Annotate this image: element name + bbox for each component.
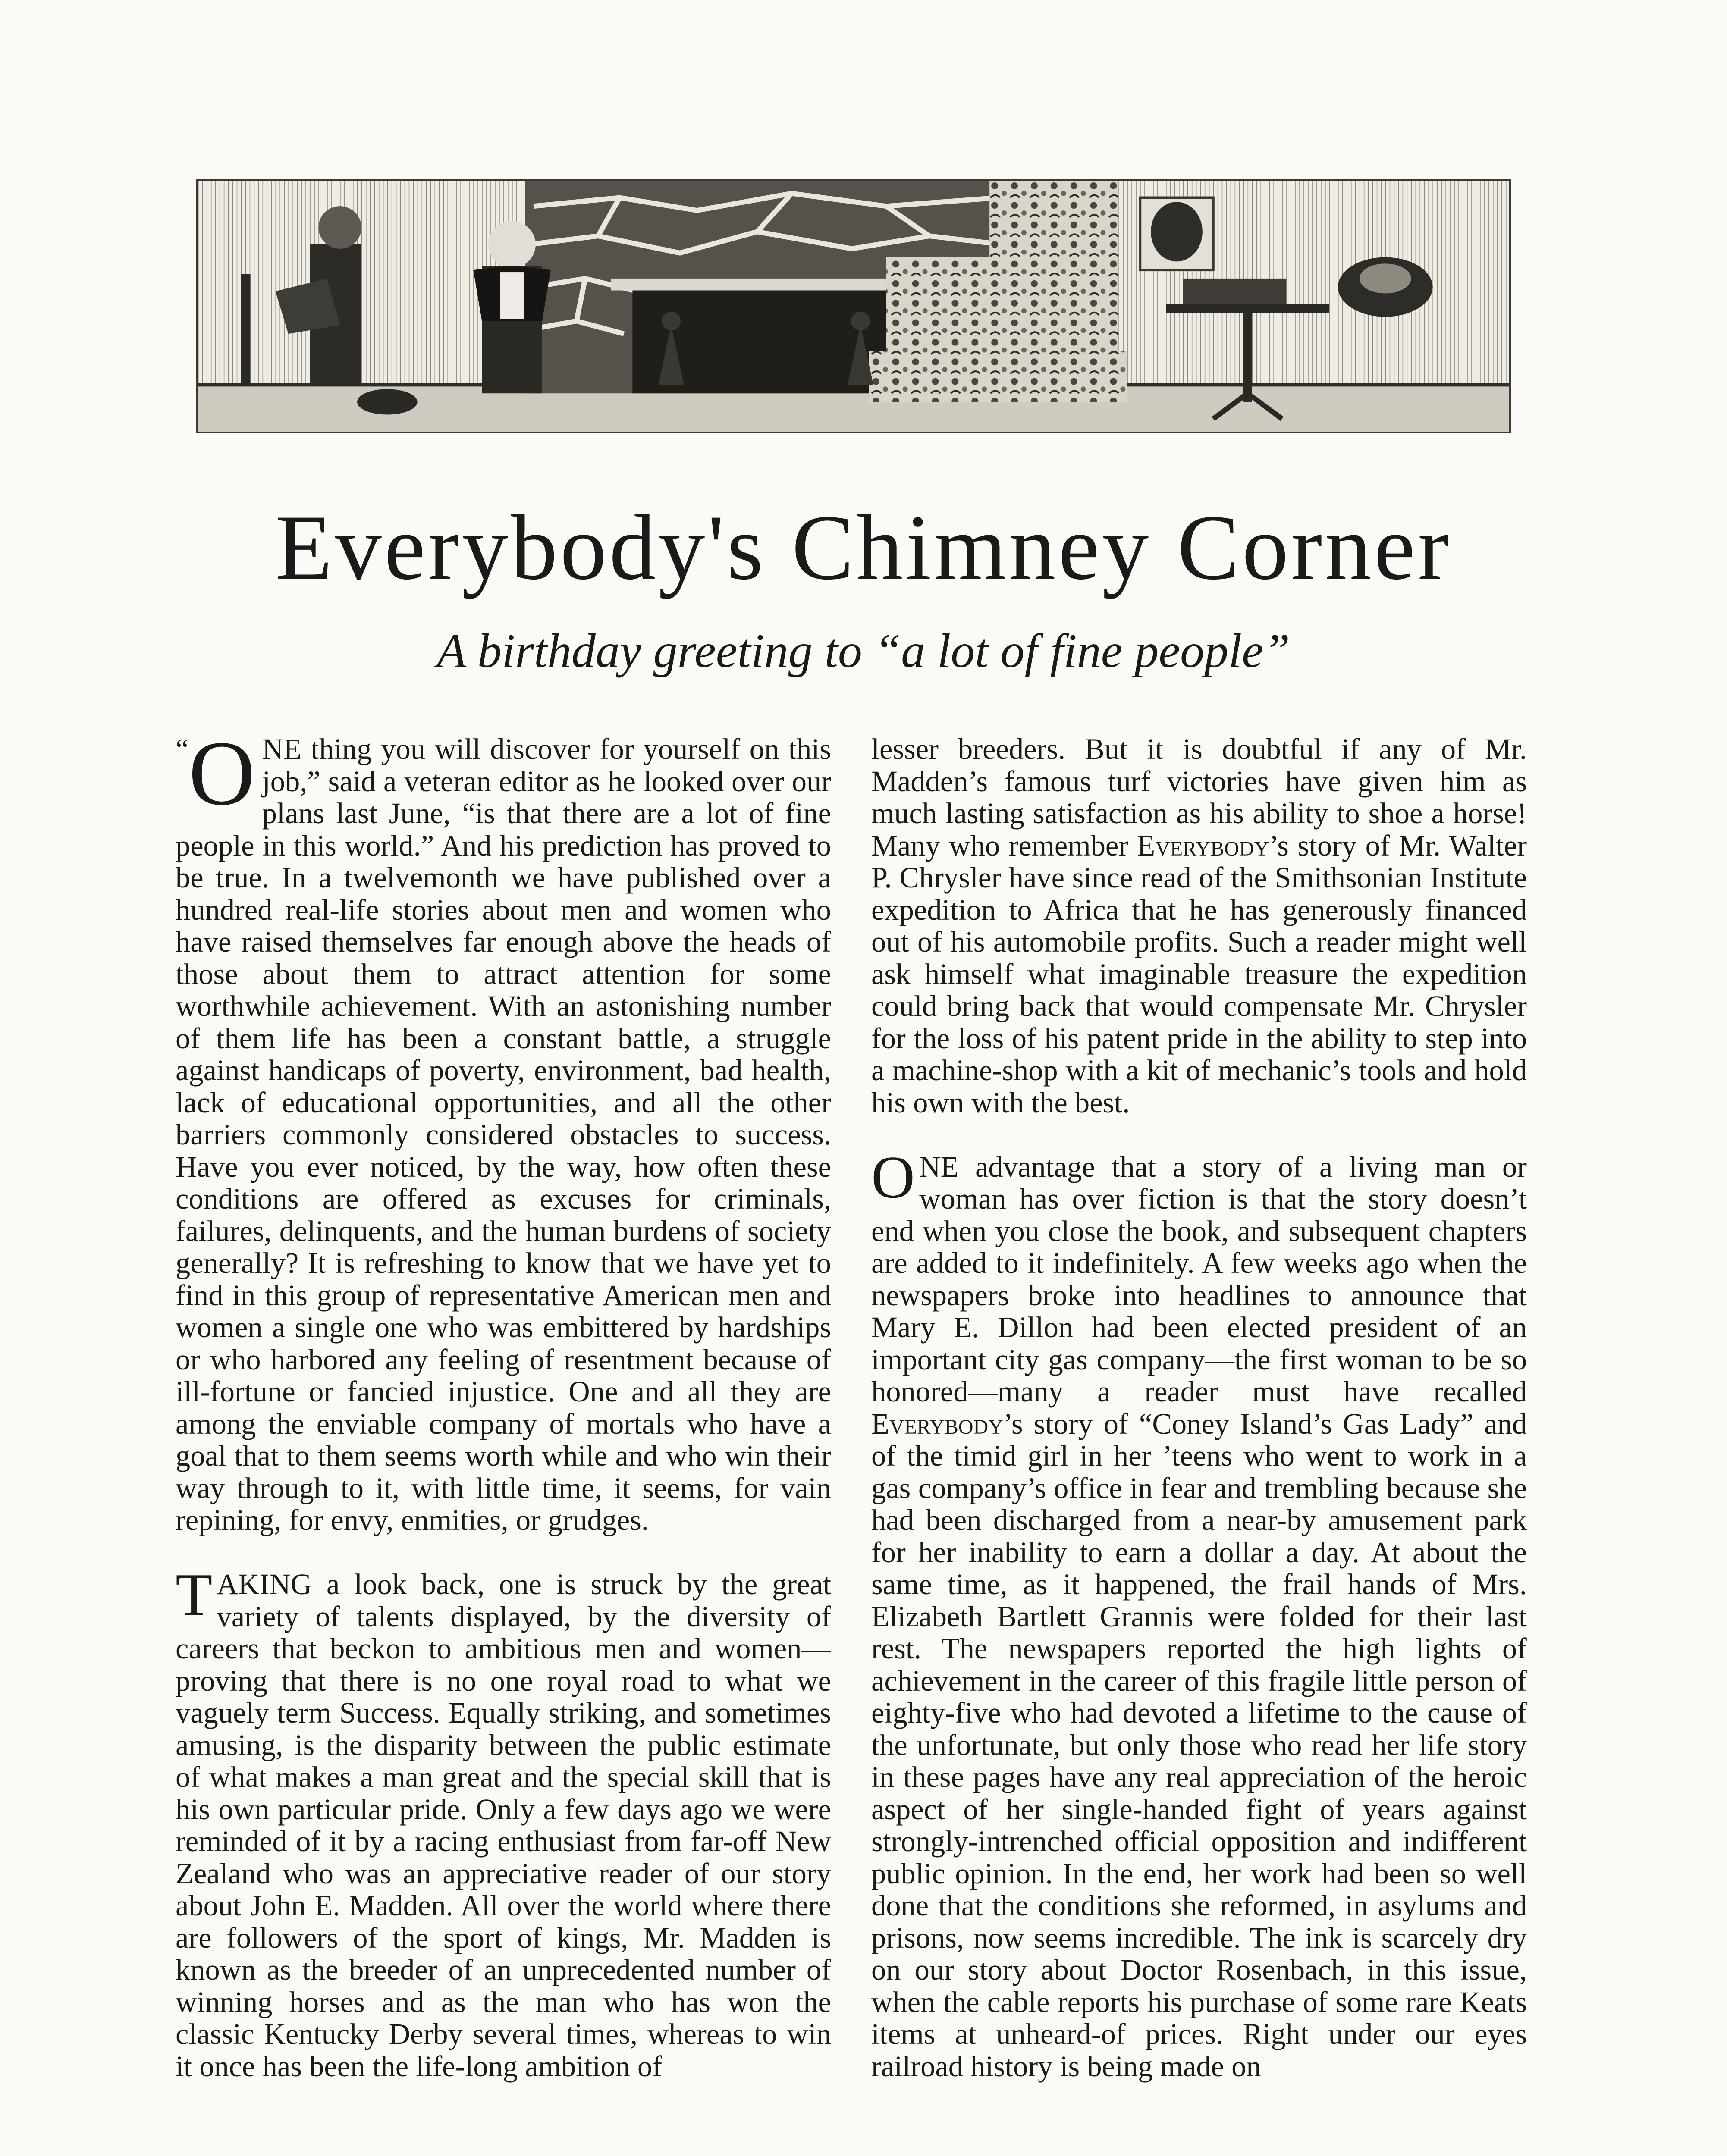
paragraph-text: NE thing you will discover for yourself on this job,” said a veteran editor as he looked over our plans last June, “is that there are a lot of fine people in this world.” And his prediction has proved to be true. In a twelvemonth we have published over a hundred real-life stories about men and women who have raised themselves far enough above the heads of those about them to attract attention for some worthwhile achievement. With an astonishing number of them life has been a constant battle, a struggle against handicaps of poverty, environment, bad health, lack of educational opportunities, and all the other barriers commonly considered obstacles to success. Have you ever noticed, by the way, how often these conditions are offered as excuses for criminals, failures, delinquents, and the human burdens of society generally? It is refreshing to know that we have yet to find in this group of representative American men and women a single one who was embittered by hardships or who harbored any feeling of resentment because of ill-fortune or fancied injustice. One and all they are among the enviable company of mortals who have a goal that to them seems worth while and who win their way through to it, with little time, it seems, for vain repining, for envy, enmities, or grudges. [176,733,831,1536]
drop-cap: O [871,1144,915,1211]
drop-cap: T [176,1561,213,1628]
magazine-name: Everybody [871,1407,1003,1440]
text-column-left [176,733,831,2156]
paragraph-text: NE advantage that a story of a living man or woman has over fiction is that the story doesn’t end when you close the book, and subsequent chapters are added to it indefinitely. A few weeks ago when the newspapers broke into headlines to announce that Mary E. Dillon had been elected president of an important city gas company—the first woman to be so honored—many a reader must have recalled [871,1150,1527,1408]
opening-quote: “ [176,733,189,765]
paragraph-text: ’s story of Mr. Walter P. Chrysler have since read of the Smithsonian Institute expedition to Africa that he has generously financed out of his automobile profits. Such a reader might well ask himself what imaginable treasure the expedition could bring back that would compensate Mr. Chrysler for the loss of his patent pride in the ability to step into a machine-shop with a kit of mechanic’s tools and hold his own with the best. [871,829,1527,1119]
paragraph [871,1144,1527,2083]
article-subtitle: A birthday greeting to “a lot of fine people” [436,624,1291,678]
magazine-name: Everybody [1137,829,1269,862]
paragraph-text: lesser breeders. But it is doubtful if any of Mr. Madden’s famous turf victories have given him as much lasting satisfaction as his ability to shoe a horse! Many who remember [871,733,1527,862]
fireside-scene-icon [198,181,1509,432]
paragraph [176,733,831,1536]
paragraph [871,733,1527,1119]
drop-cap: O [188,733,255,824]
paragraph-text: AKING a look back, one is struck by the great variety of talents displayed, by the diversity of careers that beckon to ambitious men and women—proving that there is no one royal road to what we vaguely term Success. Equally striking, and sometimes amusing, is the disparity between the public estimate of what makes a man great and the special skill that is his own particular pride. Only a few days ago we were reminded of it by a racing enthusiast from far-off New Zealand who was an appreciative reader of our story about John E. Madden. All over the world where there are followers of the sport of kings, Mr. Madden is known as the breeder of an unprecedented number of winning horses and as the man who has won the classic Kentucky Derby several times, whereas to win it once has been the life-long ambition of [176,1568,831,2083]
paragraph [176,1561,831,2083]
text-column-right [871,733,1527,2156]
header-illustration [196,179,1511,433]
paragraph-text: ’s story of “Coney Island’s Gas Lady” and of the timid girl in her ’teens who went to work in a gas company’s office in fear and trembling because she had been discharged from a near-by amusement park for her inability to earn a dollar a day. At about the same time, as it happened, the frail hands of Mrs. Elizabeth Bartlett Grannis were folded for their last rest. The newspapers reported the high lights of achievement in the career of this fragile little person of eighty-five who had devoted a lifetime to the cause of the unfortunate, but only those who read her life story in these pages have any real appreciation of the heroic aspect of her single-handed fight of years against strongly-intrenched official opposition and indifferent public opinion. In the end, her work had been so well done that the conditions she reformed, in asylums and prisons, now seems incredible. The ink is scarcely dry on our story about Doctor Rosenbach, in this issue, when the cable reports his purchase of some rare Keats items at unheard-of prices. Right under our eyes railroad history is being made on [871,1407,1527,2083]
article-title: Everybody's Chimney Corner [275,496,1452,599]
